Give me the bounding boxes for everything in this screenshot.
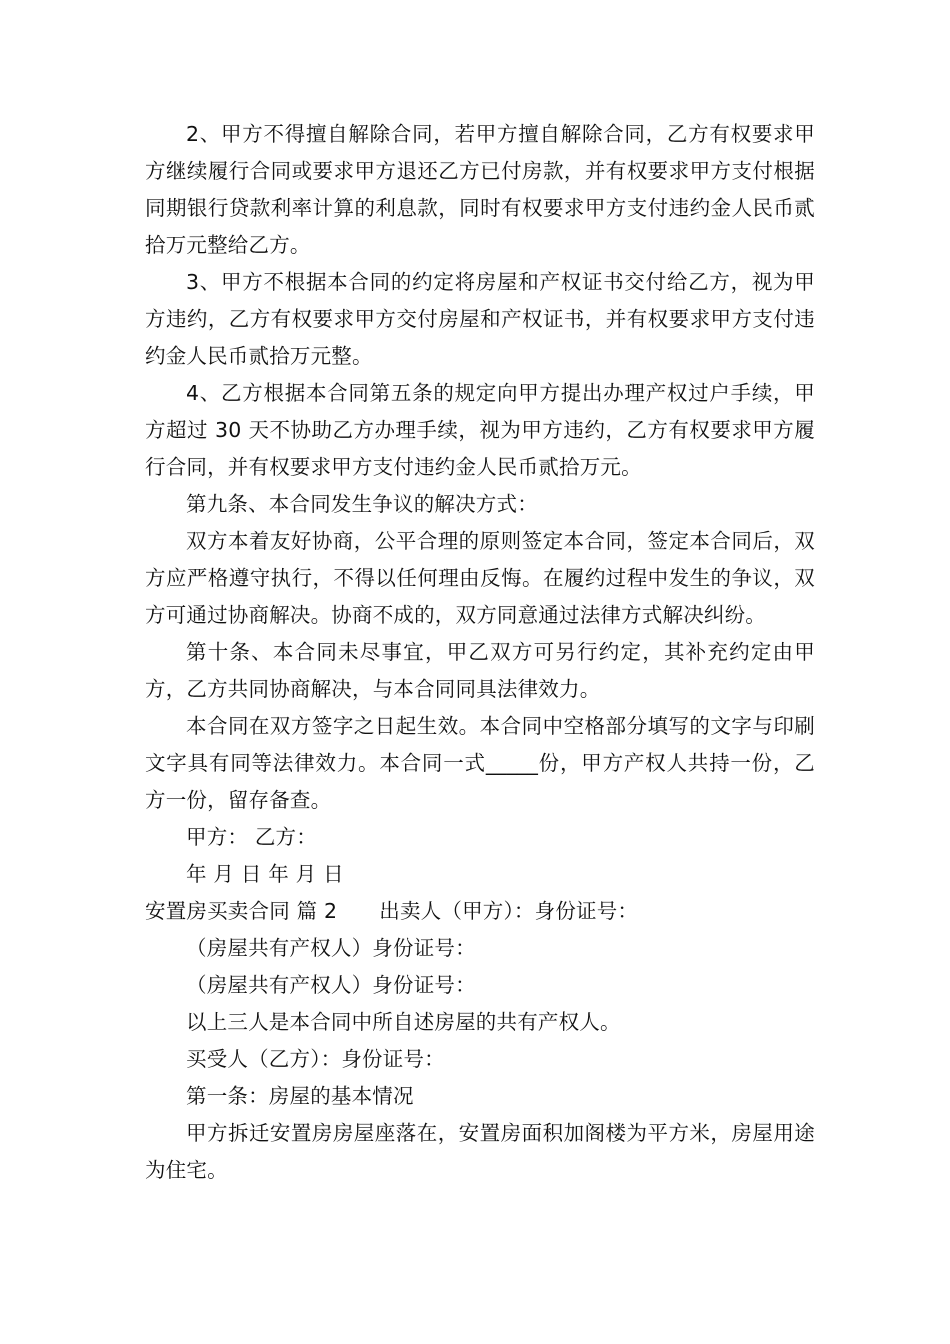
contract-2-title: 安置房买卖合同 篇 2 — [145, 899, 338, 923]
co-owner-id-line-1: （房屋共有产权人）身份证号： — [186, 936, 476, 960]
effectiveness-paragraph: 本合同在双方签字之日起生效。本合同中空格部分填写的文字与印刷文字具有同等法律效力。本合同一式_____份，甲方产权人共持一份，乙方一份，留存备查。 — [145, 714, 815, 812]
document-body — [145, 116, 815, 1189]
article-10-paragraph: 第十条、本合同未尽事宜，甲乙双方可另行约定，其补充约定由甲方，乙方共同协商解决，与本合同同具法律效力。 — [145, 640, 815, 701]
clause-3-paragraph: 3、甲方不根据本合同的约定将房屋和产权证书交付给乙方，视为甲方违约，乙方有权要求甲方交付房屋和产权证书，并有权要求甲方支付违约金人民币贰拾万元整。 — [145, 270, 815, 368]
signature-parties-line: 甲方： 乙方： — [186, 825, 317, 849]
article-1-heading: 第一条：房屋的基本情况 — [186, 1084, 414, 1108]
seller-id-label: 出卖人（甲方）：身份证号： — [379, 899, 639, 923]
clause-2-paragraph: 2、甲方不得擅自解除合同，若甲方擅自解除合同，乙方有权要求甲方继续履行合同或要求甲方退还乙方已付房款，并有权要求甲方支付根据同期银行贷款利率计算的利息款，同时有权要求甲方支付违约金人民币贰拾万元整给乙方。 — [145, 122, 815, 257]
dispute-resolution-paragraph: 双方本着友好协商，公平合理的原则签定本合同，签定本合同后，双方应严格遵守执行，不得以任何理由反悔。在履约过程中发生的争议，双方可通过协商解决。协商不成的，双方同意通过法律方式解决纠纷。 — [145, 529, 815, 627]
co-owner-id-line-2: （房屋共有产权人）身份证号： — [186, 973, 476, 997]
clause-4-paragraph: 4、乙方根据本合同第五条的规定向甲方提出办理产权过户手续，甲方超过 30 天不协助乙方办理手续，视为甲方违约，乙方有权要求甲方履行合同，并有权要求甲方支付违约金人民币贰拾万元。 — [145, 381, 815, 479]
co-owners-statement: 以上三人是本合同中所自述房屋的共有产权人。 — [186, 1010, 621, 1034]
signature-date-line: 年 月 日 年 月 日 — [186, 862, 344, 886]
property-description-paragraph: 甲方拆迁安置房房屋座落在，安置房面积加阁楼为平方米，房屋用途为住宅。 — [145, 1121, 815, 1182]
contract-2-heading-line — [145, 893, 815, 930]
article-9-heading: 第九条、本合同发生争议的解决方式： — [186, 492, 538, 516]
buyer-id-line: 买受人（乙方）：身份证号： — [186, 1047, 445, 1071]
